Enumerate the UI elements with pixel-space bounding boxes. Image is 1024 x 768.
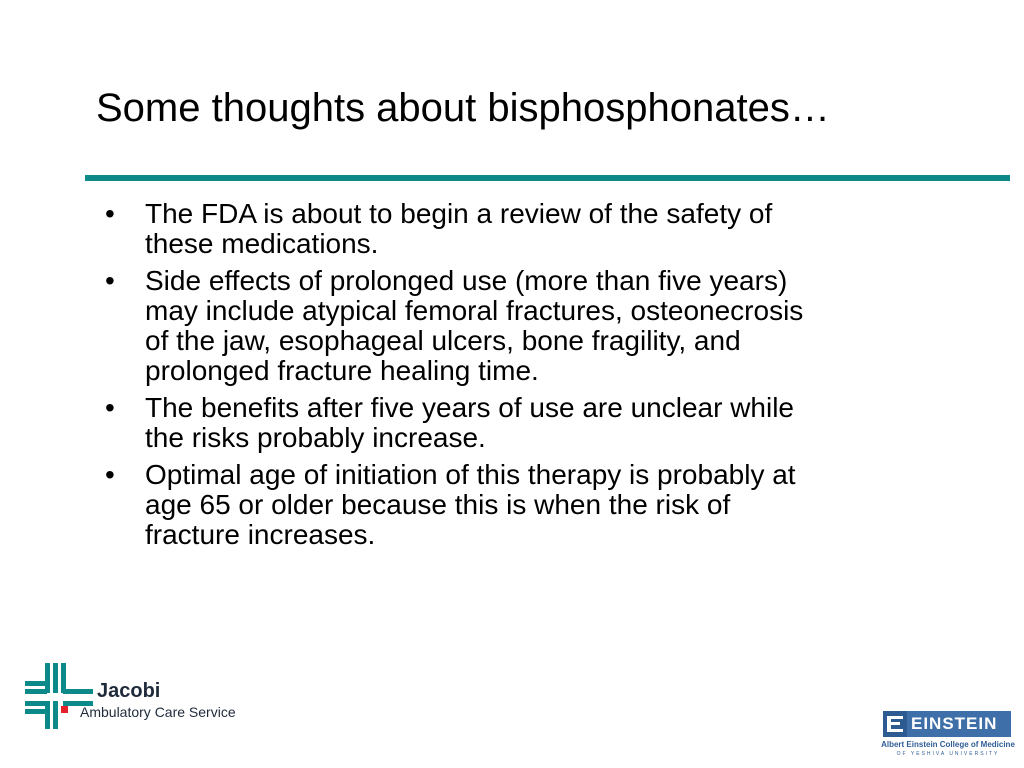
bullet-line: the risks probably increase.: [145, 422, 486, 453]
bullet-marker: •: [105, 265, 115, 296]
bullet-marker: •: [105, 459, 115, 490]
bullet-line: of the jaw, esophageal ulcers, bone fragility, and: [145, 325, 741, 356]
bullet-line: age 65 or older because this is when the risk of: [145, 489, 731, 520]
bullet-line: prolonged fracture healing time.: [145, 355, 539, 386]
bullet-item: [105, 393, 955, 453]
einstein-university-name: OF YESHIVA UNIVERSITY: [896, 751, 1000, 757]
bullet-line: these medications.: [145, 228, 379, 259]
bullet-line: Optimal age of initiation of this therapy is probably at: [145, 459, 796, 490]
bullet-line: Side effects of prolonged use (more than five years): [145, 265, 788, 296]
jacobi-subtitle: Ambulatory Care Service: [80, 704, 236, 720]
bullet-line: fracture increases.: [145, 519, 376, 550]
einstein-mark-icon: [883, 711, 907, 737]
bullet-line: The FDA is about to begin a review of the safety of: [145, 198, 773, 229]
bullet-list: [105, 199, 955, 557]
bullet-marker: •: [105, 198, 115, 229]
einstein-wordmark: EINSTEIN: [911, 714, 998, 733]
jacobi-logo-icon: [25, 661, 95, 731]
bullet-marker: •: [105, 392, 115, 423]
bullet-item: [105, 266, 955, 386]
bullet-item: [105, 460, 955, 550]
slide-title: Some thoughts about bisphosphonates…: [96, 86, 830, 130]
jacobi-name: Jacobi: [97, 680, 161, 702]
einstein-college-name: Albert Einstein College of Medicine: [881, 740, 1015, 749]
bullet-line: The benefits after five years of use are unclear while: [145, 392, 795, 423]
bullet-line: may include atypical femoral fractures, osteonecrosis: [145, 295, 804, 326]
title-divider: [85, 175, 1010, 181]
einstein-logo: [883, 711, 1011, 737]
bullet-item: [105, 199, 955, 259]
